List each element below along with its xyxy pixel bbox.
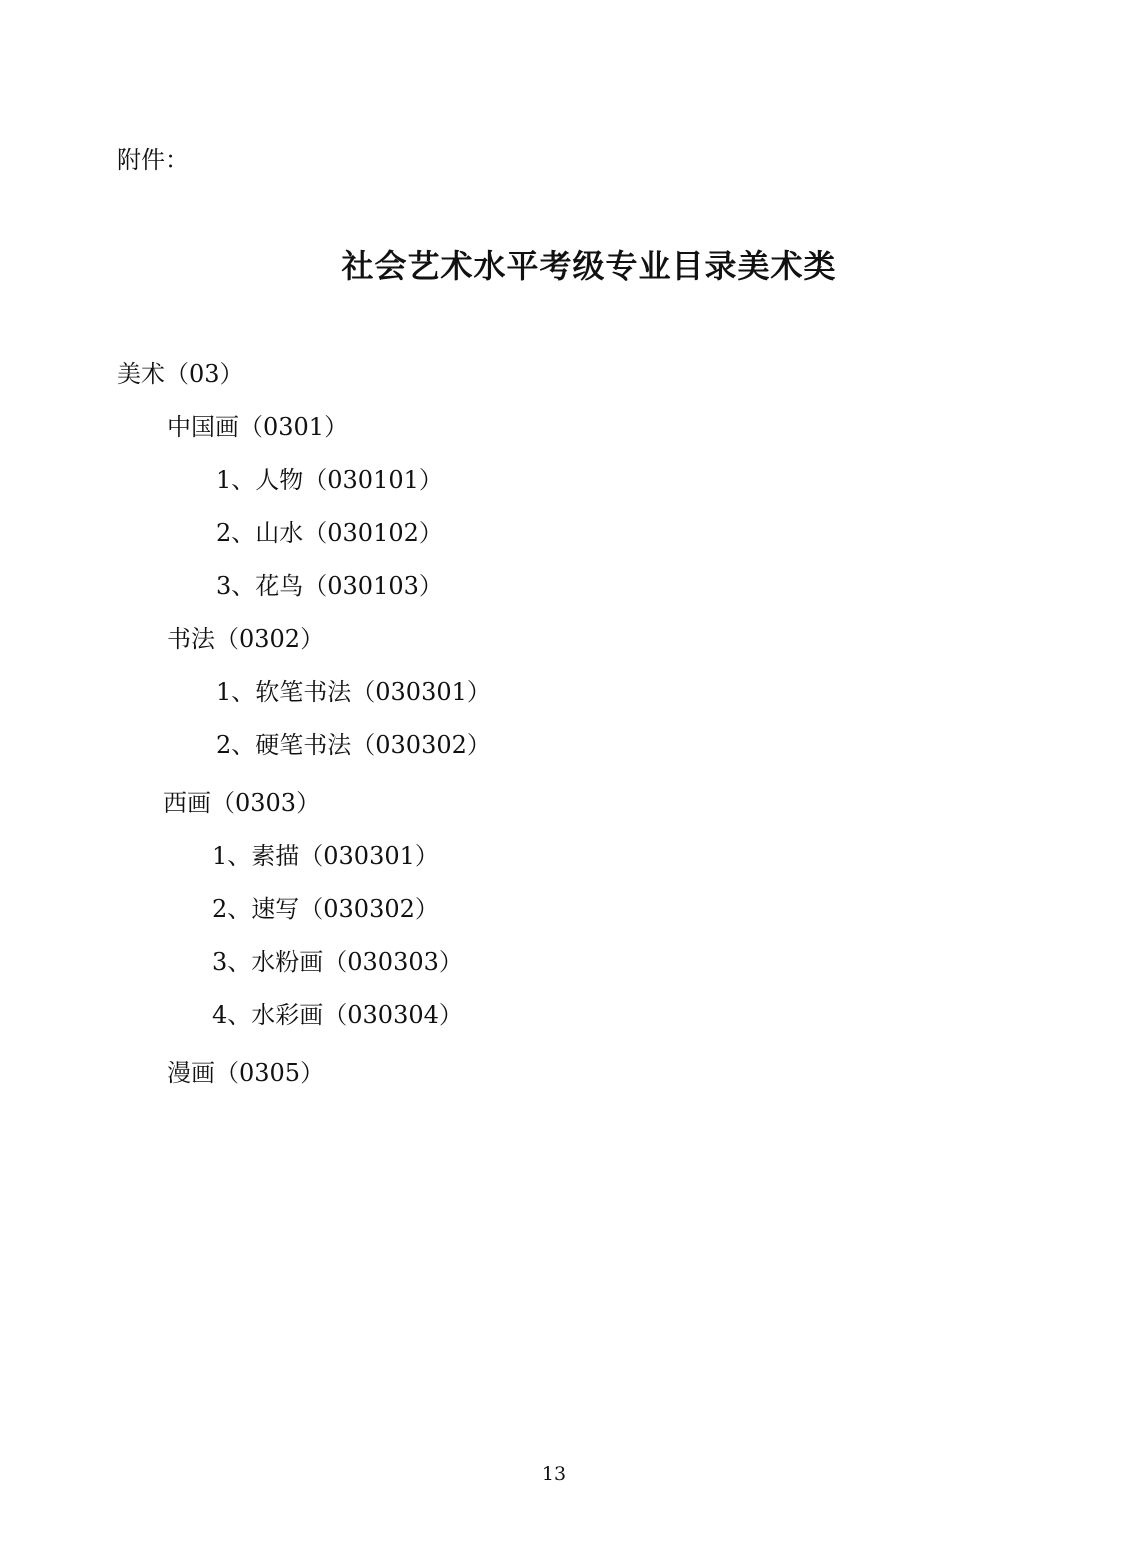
subcategory-calligraphy: 书法（0302） xyxy=(167,625,325,653)
list-item-watercolor: 4、水彩画（030304） xyxy=(212,1001,463,1029)
page-number: 13 xyxy=(541,1463,567,1485)
list-item-sketch: 1、素描（030301） xyxy=(212,842,439,870)
list-item-figure: 1、人物（030101） xyxy=(216,466,443,494)
list-item-gouache: 3、水粉画（030303） xyxy=(212,948,463,976)
category-fine-arts: 美术（03） xyxy=(117,360,244,388)
document-title: 社会艺术水平考级专业目录美术类 xyxy=(341,247,837,285)
subcategory-western-painting: 西画（0303） xyxy=(163,789,321,817)
list-item-landscape: 2、山水（030102） xyxy=(216,519,443,547)
list-item-quick-sketch: 2、速写（030302） xyxy=(212,895,439,923)
attachment-label: 附件： xyxy=(117,146,189,174)
subcategory-chinese-painting: 中国画（0301） xyxy=(167,413,349,441)
list-item-flower-bird: 3、花鸟（030103） xyxy=(216,572,443,600)
subcategory-cartoon: 漫画（0305） xyxy=(167,1059,325,1087)
list-item-hard-pen-calligraphy: 2、硬笔书法（030302） xyxy=(216,731,491,759)
list-item-soft-brush-calligraphy: 1、软笔书法（030301） xyxy=(216,678,491,706)
